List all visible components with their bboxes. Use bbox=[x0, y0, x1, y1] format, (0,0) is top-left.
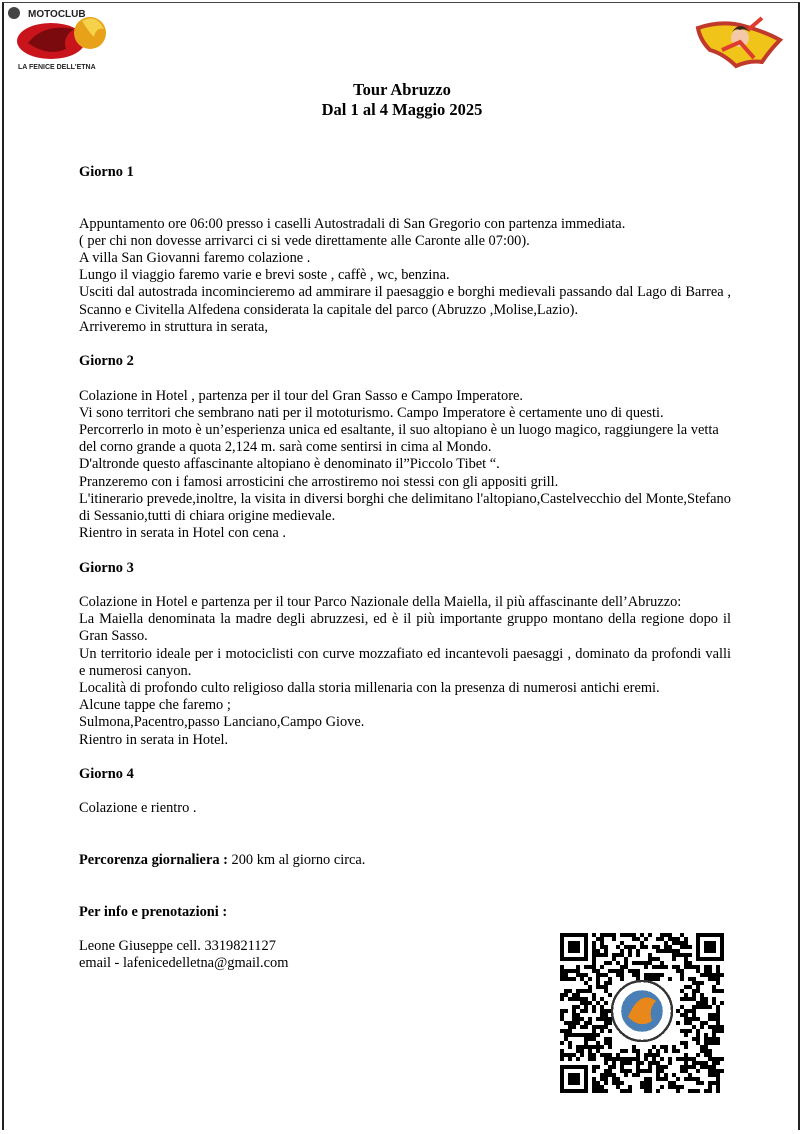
itinerary-content bbox=[79, 164, 731, 972]
day-3-line: Alcune tappe che faremo ; bbox=[79, 697, 231, 714]
motoclub-logo-icon bbox=[4, 3, 118, 71]
day-2-line: D'altronde questo affascinante altopiano è denominato il”Piccolo Tibet “. bbox=[79, 456, 500, 473]
day-2-line: Vi sono territori che sembrano nati per il mototurismo. Campo Imperatore è certamente uno di questi. Percorrerlo in moto è un’esperienza unica ed esaltante, il suo altopiano è un luogo magico, raggiungere la vetta del corno grande a quota 2,124 m. sarà come sentirsi in cima al Mondo. bbox=[79, 404, 719, 456]
day-3-line: Rientro in serata in Hotel. bbox=[79, 731, 229, 748]
day-2-line: L'itinerario prevede,inoltre, la visita in diversi borghi che delimitano l'altopiano,Castelvecchio del Monte,Stefano di Sessanio,tutti di chiara origine medievale. bbox=[79, 490, 731, 524]
day-4-heading: Giorno 4 bbox=[79, 766, 134, 782]
day-1-line: Lungo il viaggio faremo varie e brevi soste , caffè , wc, benzina. bbox=[79, 267, 450, 284]
sicily-trinacria-icon bbox=[692, 10, 786, 76]
day-4-line: Colazione e rientro . bbox=[79, 800, 197, 817]
distance-value: 200 km al giorno circa. bbox=[227, 851, 366, 868]
tour-title: Tour Abruzzo bbox=[353, 80, 451, 99]
contact-email: email - lafenicedelletna@gmail.com bbox=[79, 955, 289, 972]
day-2-heading: Giorno 2 bbox=[79, 353, 134, 370]
info-heading: Per info e prenotazioni : bbox=[79, 903, 228, 920]
tour-dates: Dal 1 al 4 Maggio 2025 bbox=[321, 100, 483, 119]
day-1-heading: Giorno 1 bbox=[79, 164, 134, 180]
day-1-line: ( per chi non dovesse arrivarci ci si vede direttamente alle Caronte alle 07:00). bbox=[79, 232, 530, 249]
qr-code-icon[interactable] bbox=[560, 933, 724, 1093]
contact-phone: Leone Giuseppe cell. 3319821127 bbox=[79, 937, 276, 954]
logo-left-bottom-text: LA FENICE DELL'ETNA bbox=[18, 64, 96, 71]
daily-distance bbox=[79, 852, 731, 869]
day-1-line: Appuntamento ore 06:00 presso i caselli Autostradali di San Gregorio con partenza immediata. bbox=[79, 215, 626, 232]
day-1-line: Usciti dal autostrada incomincieremo ad ammirare il paesaggio e borghi medievali passando dal Lago di Barrea , Scanno e Civitella Alfedena considerata la capitale del parco (Abruzzo ,Molise,Lazio). bbox=[79, 284, 731, 318]
day-3-line: La Maiella denominata la madre degli abruzzesi, ed è il più importante gruppo montano della regione dopo il Gran Sasso. bbox=[79, 611, 731, 645]
day-3-heading: Giorno 3 bbox=[79, 559, 134, 576]
day-2-line: Pranzeremo con i famosi arrosticini che arrostiremo noi stessi con gli appositi grill. bbox=[79, 473, 559, 490]
tour-title-block bbox=[0, 80, 804, 120]
logo-left-top-text: MOTOCLUB bbox=[28, 9, 86, 20]
day-2-line: Colazione in Hotel , partenza per il tour del Gran Sasso e Campo Imperatore. bbox=[79, 387, 523, 404]
day-3-line: Sulmona,Pacentro,passo Lanciano,Campo Giove. bbox=[79, 714, 365, 731]
day-3-line: Località di profondo culto religioso dalla storia millenaria con la presenza di numerosi antichi eremi. bbox=[79, 680, 660, 696]
day-1-line: A villa San Giovanni faremo colazione . bbox=[79, 249, 311, 266]
day-3-line: Un territorio ideale per i motociclisti con curve mozzafiato ed incantevoli paesaggi , dominato da profondi valli e numerosi canyon. bbox=[79, 645, 731, 679]
day-3-line: Colazione in Hotel e partenza per il tour Parco Nazionale della Maiella, il più affascinante dell’Abruzzo: bbox=[79, 593, 682, 610]
day-2-line: Rientro in serata in Hotel con cena . bbox=[79, 525, 286, 542]
distance-label: Percorenza giornaliera : bbox=[79, 851, 228, 868]
day-1-line: Arriveremo in struttura in serata, bbox=[79, 318, 269, 335]
